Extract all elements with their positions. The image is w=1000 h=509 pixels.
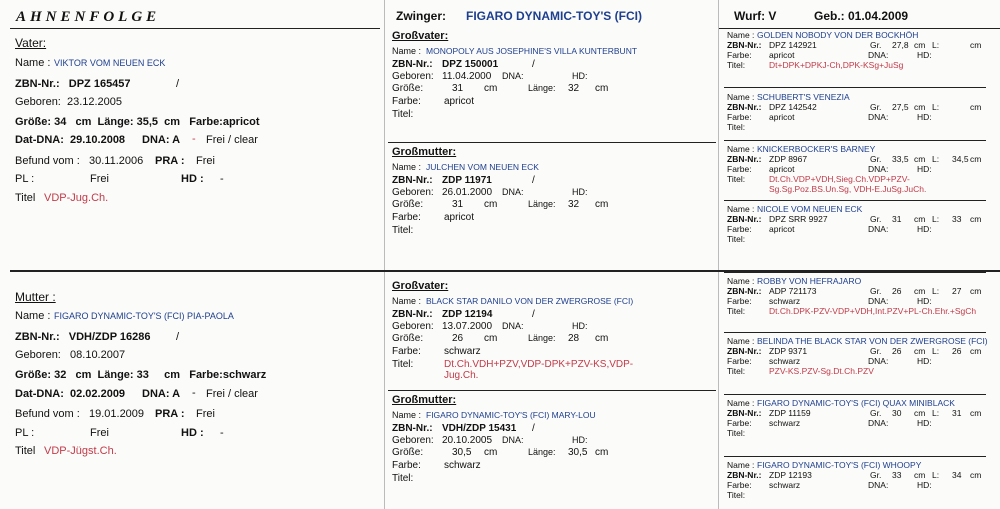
ugv-7-gr: 30 <box>892 408 902 418</box>
mutter-groesse: Größe: 32 cm Länge: 33 cm Farbe:schwarz <box>15 369 267 381</box>
gm2-name-label: Name : <box>392 410 422 420</box>
ugv-1-gr-label: Gr. <box>870 40 882 50</box>
gv2-hd-label: HD: <box>572 321 588 331</box>
ugv-7-l-label: L: <box>932 408 940 418</box>
ugv-7-l: 31 <box>952 408 962 418</box>
gv2-name: BLACK STAR DANILO VON DER ZWERGROSE (FCI) <box>426 296 634 306</box>
ugv-3-l-label: L: <box>932 154 940 164</box>
ugv-6-l-label: L: <box>932 346 940 356</box>
vater-pl: Frei <box>90 173 109 185</box>
gv1-gr: 31 <box>452 83 464 94</box>
ugv-1-l-label: L: <box>932 40 940 50</box>
wurf: Wurf: V <box>734 9 777 23</box>
gv1-name: MONOPOLY AUS JOSEPHINE'S VILLA KUNTERBUNT <box>426 46 638 56</box>
ugv-2-l-label: L: <box>932 102 940 112</box>
vater-groesse: Größe: 34 cm Länge: 35,5 cm Farbe:apricot <box>15 116 260 128</box>
gm1-zbn-slash: / <box>532 175 535 186</box>
ugv-7-titel-label: Titel: <box>727 428 746 438</box>
gv1-heading: Großvater: <box>392 30 449 42</box>
mutter-zbn: ZBN-Nr.: VDH/ZDP 16286 <box>15 331 151 343</box>
gm1-laenge-label: Länge: <box>528 199 556 209</box>
gm1-titel-label: Titel: <box>392 225 414 236</box>
ugv-3-gr-label: Gr. <box>870 154 882 164</box>
ugv-2-zbn-label: ZBN-Nr.: <box>727 102 762 112</box>
gv1-hd-label: HD: <box>572 71 588 81</box>
gm2-zbn-slash: / <box>532 423 535 434</box>
vater-zbn-slash: / <box>176 78 180 90</box>
gm1-farbe: apricot <box>444 212 475 223</box>
ugv-8-zbn-label: ZBN-Nr.: <box>727 470 762 480</box>
ugv-2-farbe: apricot <box>769 112 795 122</box>
ugv-2-zbn: DPZ 142542 <box>769 102 817 112</box>
ugv-7-gr-cm: cm <box>914 408 926 418</box>
gm1-laenge: 32 <box>568 199 580 210</box>
ugv-8-hd-label: HD: <box>917 480 932 490</box>
ugv-1-titel: Dt+DPK+DPKJ-Ch,DPK-KSg+JuSg <box>769 60 904 70</box>
ugv-1-gr: 27,8 <box>892 40 909 50</box>
gv1-zbn: DPZ 150001 <box>442 59 499 70</box>
ugv-4-dna-label: DNA: <box>868 224 889 234</box>
ugv-3-titel-label: Titel: <box>727 174 746 184</box>
gm2-groesse-label: Größe: <box>392 447 424 458</box>
ugv-3-l-cm: cm <box>970 154 982 164</box>
vater-name: VIKTOR VOM NEUEN ECK <box>54 58 166 68</box>
ugv-rule <box>724 200 986 201</box>
ugv-rule <box>724 332 986 333</box>
gm2-laenge-label: Länge: <box>528 447 556 457</box>
ugv-1-zbn: DPZ 142921 <box>769 40 817 50</box>
gv2-titel-2: Jug.Ch. <box>444 370 479 381</box>
ugv-8-name: FIGARO DYNAMIC-TOY'S (FCI) WHOOPY <box>757 460 922 470</box>
ugv-6-gr-label: Gr. <box>870 346 882 356</box>
gv2-name-label: Name : <box>392 296 422 306</box>
ugv-5-gr: 26 <box>892 286 902 296</box>
gv2-gr-cm: cm <box>484 333 498 344</box>
gv2-titel-label: Titel: <box>392 359 414 370</box>
mutter-name: FIGARO DYNAMIC-TOY'S (FCI) PIA-PAOLA <box>54 311 234 321</box>
ugv-4-gr-cm: cm <box>914 214 926 224</box>
mutter-befund: Befund vom : 19.01.2009 <box>15 408 145 420</box>
gv1-gm1-rule <box>388 142 716 143</box>
gv2-gr: 26 <box>452 333 464 344</box>
ugv-1-zbn-label: ZBN-Nr.: <box>727 40 762 50</box>
ugv-3-name-label: Name : <box>727 144 755 154</box>
ugv-4-farbe: apricot <box>769 224 795 234</box>
ugv-3-titel: Dt.Ch.VDP+VDH,Sieg.Ch.VDP+PZV- <box>769 174 910 184</box>
vater-titel-label: Titel <box>15 192 36 204</box>
gv2-geboren-label: Geboren: <box>392 321 434 332</box>
vater-pra: Frei <box>196 155 215 167</box>
gm2-gr-cm: cm <box>484 447 498 458</box>
ugv-5-zbn-label: ZBN-Nr.: <box>727 286 762 296</box>
ugv-rule <box>724 140 986 141</box>
ugv-5-zbn: ADP 721173 <box>769 286 817 296</box>
vater-hd-label: HD : <box>181 173 204 185</box>
vater-befund: Befund vom : 30.11.2006 <box>15 155 144 167</box>
ugv-2-name: SCHUBERT'S VENEZIA <box>757 92 850 102</box>
gm2-laenge: 30,5 <box>568 447 588 458</box>
ugv-4-name: NICOLE VOM NEUEN ECK <box>757 204 863 214</box>
vater-zbn: ZBN-Nr.: DPZ 165457 <box>15 78 131 90</box>
mutter-hd: - <box>220 427 224 439</box>
ugv-8-farbe-label: Farbe: <box>727 480 752 490</box>
ugv-5-l-cm: cm <box>970 286 982 296</box>
ugv-1-hd-label: HD: <box>917 50 932 60</box>
gv2-zbn-slash: / <box>532 309 535 320</box>
ugv-7-farbe: schwarz <box>769 418 801 428</box>
ugv-7-zbn: ZDP 11159 <box>769 408 811 418</box>
ugv-rule <box>724 394 986 395</box>
ugv-7-name-label: Name : <box>727 398 755 408</box>
ugv-4-l: 33 <box>952 214 962 224</box>
ugv-6-dna-label: DNA: <box>868 356 889 366</box>
gm1-laenge-cm: cm <box>595 199 609 210</box>
ugv-7-farbe-label: Farbe: <box>727 418 752 428</box>
ugv-7-gr-label: Gr. <box>870 408 882 418</box>
gv1-zbn-label: ZBN-Nr.: <box>392 59 433 70</box>
vater-dna-result: Frei / clear <box>206 134 258 146</box>
gm2-laenge-cm: cm <box>595 447 609 458</box>
gv2-zbn-label: ZBN-Nr.: <box>392 309 433 320</box>
gv2-laenge-label: Länge: <box>528 333 556 343</box>
ugv-1-name: GOLDEN NOBODY VON DER BOCKHÖH <box>757 30 919 40</box>
ugv-8-l-cm: cm <box>970 470 982 480</box>
ugv-6-gr: 26 <box>892 346 902 356</box>
ugv-1-name-label: Name : <box>727 30 755 40</box>
ugv-1-dna-label: DNA: <box>868 50 889 60</box>
gv1-laenge: 32 <box>568 83 580 94</box>
gm2-farbe-label: Farbe: <box>392 460 421 471</box>
gv2-heading: Großvater: <box>392 280 449 292</box>
ugv-3-l: 34,5 <box>952 154 969 164</box>
ugv-5-name-label: Name : <box>727 276 755 286</box>
mutter-heading: Mutter : <box>15 290 56 304</box>
ugv-6-farbe: schwarz <box>769 356 801 366</box>
gm1-dna-label: DNA: <box>502 187 524 197</box>
ugv-7-name: FIGARO DYNAMIC-TOY'S (FCI) QUAX MINIBLACK <box>757 398 955 408</box>
ugv-4-l-cm: cm <box>970 214 982 224</box>
gv1-gr-cm: cm <box>484 83 498 94</box>
ugv-1-farbe: apricot <box>769 50 795 60</box>
ugv-6-name-label: Name : <box>727 336 755 346</box>
mutter-datdna: Dat-DNA: 02.02.2009 <box>15 388 126 400</box>
ugv-5-name: ROBBY VON HEFRAJARO <box>757 276 862 286</box>
gm1-zbn-label: ZBN-Nr.: <box>392 175 433 186</box>
gv1-zbn-slash: / <box>532 59 535 70</box>
ugv-rule <box>724 456 986 457</box>
mutter-pra: Frei <box>196 408 215 420</box>
gv1-dna-label: DNA: <box>502 71 524 81</box>
ugv-8-farbe: schwarz <box>769 480 801 490</box>
gv2-gm2-rule <box>388 390 716 391</box>
mutter-dna-label: DNA: A <box>142 388 181 400</box>
ugv-6-l-cm: cm <box>970 346 982 356</box>
ugv-3-dna-label: DNA: <box>868 164 889 174</box>
gm2-geboren-label: Geboren: <box>392 435 434 446</box>
mutter-geboren: Geboren: 08.10.2007 <box>15 349 126 361</box>
ugv-2-farbe-label: Farbe: <box>727 112 752 122</box>
gv2-zbn: ZDP 12194 <box>442 309 493 320</box>
ugv-6-hd-label: HD: <box>917 356 932 366</box>
ugv-6-name: BELINDA THE BLACK STAR VON DER ZWERGROSE (FCI) <box>757 336 988 346</box>
ugv-5-gr-label: Gr. <box>870 286 882 296</box>
gv2-geboren: 13.07.2000 <box>442 321 493 332</box>
gv1-geboren-label: Geboren: <box>392 71 434 82</box>
vater-datdna: Dat-DNA: 29.10.2008 <box>15 134 126 146</box>
gm2-geboren: 20.10.2005 <box>442 435 493 446</box>
vater-pl-label: PL : <box>15 173 35 185</box>
ugv-8-l-label: L: <box>932 470 940 480</box>
gv1-groesse-label: Größe: <box>392 83 424 94</box>
ugv-4-hd-label: HD: <box>917 224 932 234</box>
divider-right <box>718 0 719 509</box>
ugv-5-titel: Dt.Ch.DPK-PZV-VDP+VDH,Int.PZV+PL-Ch.Ehr.+SgCh <box>769 306 977 316</box>
ugv-4-name-label: Name : <box>727 204 755 214</box>
gv2-laenge-cm: cm <box>595 333 609 344</box>
ugv-7-hd-label: HD: <box>917 418 932 428</box>
gv1-laenge-cm: cm <box>595 83 609 94</box>
ugv-3-farbe-label: Farbe: <box>727 164 752 174</box>
ugv-6-l: 26 <box>952 346 962 356</box>
gm1-geboren: 26.01.2000 <box>442 187 493 198</box>
ugv-8-dna-label: DNA: <box>868 480 889 490</box>
mutter-titel: VDP-Jügst.Ch. <box>44 445 117 457</box>
mutter-pl-label: PL : <box>15 427 35 439</box>
top-rule-right <box>718 28 1000 29</box>
ugv-5-gr-cm: cm <box>914 286 926 296</box>
mutter-pra-label: PRA : <box>155 408 185 420</box>
ugv-4-titel-label: Titel: <box>727 234 746 244</box>
ugv-3-name: KNICKERBOCKER'S BARNEY <box>757 144 876 154</box>
ugv-3-titel-2: Sg.Sg.Poz.BS.Un.Sg, VDH-E.JuSg.JuCh. <box>769 184 927 194</box>
ugv-8-gr: 33 <box>892 470 902 480</box>
zwinger-label: Zwinger: <box>396 9 446 23</box>
ugv-1-farbe-label: Farbe: <box>727 50 752 60</box>
ugv-6-gr-cm: cm <box>914 346 926 356</box>
mutter-hd-label: HD : <box>181 427 204 439</box>
gv2-farbe-label: Farbe: <box>392 346 421 357</box>
gm2-dna-label: DNA: <box>502 435 524 445</box>
ugv-5-hd-label: HD: <box>917 296 932 306</box>
vater-geboren: Geboren: 23.12.2005 <box>15 96 123 108</box>
mutter-dna-result: Frei / clear <box>206 388 258 400</box>
ugv-2-hd-label: HD: <box>917 112 932 122</box>
gm1-groesse-label: Größe: <box>392 199 424 210</box>
gm1-gr: 31 <box>452 199 464 210</box>
ugv-5-l-label: L: <box>932 286 940 296</box>
ugv-8-gr-label: Gr. <box>870 470 882 480</box>
geburt-datum: Geb.: 01.04.2009 <box>814 9 909 23</box>
ugv-5-titel-label: Titel: <box>727 306 746 316</box>
gm2-titel-label: Titel: <box>392 473 414 484</box>
page-title: AHNENFOLGE <box>16 9 161 25</box>
ugv-6-titel-label: Titel: <box>727 366 746 376</box>
ugv-4-zbn: DPZ SRR 9927 <box>769 214 828 224</box>
ugv-2-l-cm: cm <box>970 102 982 112</box>
vater-pra-label: PRA : <box>155 155 185 167</box>
gv1-titel-label: Titel: <box>392 109 414 120</box>
ugv-5-farbe-label: Farbe: <box>727 296 752 306</box>
ugv-4-farbe-label: Farbe: <box>727 224 752 234</box>
ugv-8-l: 34 <box>952 470 962 480</box>
gv2-groesse-label: Größe: <box>392 333 424 344</box>
gv1-laenge-label: Länge: <box>528 83 556 93</box>
vater-heading: Vater: <box>15 36 47 50</box>
gm2-zbn: VDH/ZDP 15431 <box>442 423 517 434</box>
ugv-4-gr: 31 <box>892 214 902 224</box>
vater-name-label: Name : <box>15 57 51 69</box>
ugv-2-gr: 27,5 <box>892 102 909 112</box>
ugv-1-gr-cm: cm <box>914 40 926 50</box>
vater-dna-label: DNA: A <box>142 134 181 146</box>
gm2-gr: 30,5 <box>452 447 472 458</box>
gm2-name: FIGARO DYNAMIC-TOY'S (FCI) MARY-LOU <box>426 410 596 420</box>
gm2-heading: Großmutter: <box>392 394 457 406</box>
gm1-hd-label: HD: <box>572 187 588 197</box>
ugv-3-hd-label: HD: <box>917 164 932 174</box>
ugv-8-titel-label: Titel: <box>727 490 746 500</box>
ugv-6-farbe-label: Farbe: <box>727 356 752 366</box>
mutter-titel-label: Titel <box>15 445 36 457</box>
ugv-3-farbe: apricot <box>769 164 795 174</box>
mutter-dna-dash: - <box>192 387 196 399</box>
ugv-4-zbn-label: ZBN-Nr.: <box>727 214 762 224</box>
vater-dna-dash: - <box>192 133 196 145</box>
gm1-gr-cm: cm <box>484 199 498 210</box>
ugv-1-titel-label: Titel: <box>727 60 746 70</box>
ugv-6-zbn-label: ZBN-Nr.: <box>727 346 762 356</box>
ugv-3-gr-cm: cm <box>914 154 926 164</box>
mutter-pl: Frei <box>90 427 109 439</box>
ugv-5-dna-label: DNA: <box>868 296 889 306</box>
divider-mid <box>384 0 385 509</box>
gm1-name: JULCHEN VOM NEUEN ECK <box>426 162 539 172</box>
gm2-farbe: schwarz <box>444 460 481 471</box>
gm2-hd-label: HD: <box>572 435 588 445</box>
gv1-farbe: apricot <box>444 96 475 107</box>
ugv-8-name-label: Name : <box>727 460 755 470</box>
gv1-geboren: 11.04.2000 <box>442 71 492 82</box>
ugv-6-zbn: ZDP 9371 <box>769 346 808 356</box>
ugv-2-name-label: Name : <box>727 92 755 102</box>
ugv-8-zbn: ZDP 12193 <box>769 470 812 480</box>
ugv-rule <box>724 87 986 88</box>
ugv-6-titel: PZV-KS.PZV-Sg.Dt.Ch.PZV <box>769 366 874 376</box>
gm1-zbn: ZDP 11971 <box>442 175 492 186</box>
ugv-5-l: 27 <box>952 286 962 296</box>
gm1-geboren-label: Geboren: <box>392 187 434 198</box>
ugv-8-gr-cm: cm <box>914 470 926 480</box>
ugv-2-titel-label: Titel: <box>727 122 746 132</box>
mutter-name-label: Name : <box>15 310 51 322</box>
ugv-2-gr-cm: cm <box>914 102 926 112</box>
ugv-3-gr: 33,5 <box>892 154 909 164</box>
ugv-2-gr-label: Gr. <box>870 102 882 112</box>
ugv-2-dna-label: DNA: <box>868 112 889 122</box>
gv1-name-label: Name : <box>392 46 422 56</box>
ugv-4-gr-label: Gr. <box>870 214 882 224</box>
gm1-name-label: Name : <box>392 162 422 172</box>
ugv-7-zbn-label: ZBN-Nr.: <box>727 408 762 418</box>
ugv-3-zbn: ZDP 8967 <box>769 154 808 164</box>
vater-hd: - <box>220 173 224 185</box>
gm1-heading: Großmutter: <box>392 146 457 158</box>
mutter-zbn-slash: / <box>176 331 180 343</box>
ugv-5-farbe: schwarz <box>769 296 801 306</box>
gm1-farbe-label: Farbe: <box>392 212 421 223</box>
gv2-farbe: schwarz <box>444 346 481 357</box>
ugv-7-dna-label: DNA: <box>868 418 889 428</box>
ugv-4-l-label: L: <box>932 214 940 224</box>
gv2-laenge: 28 <box>568 333 580 344</box>
gm2-zbn-label: ZBN-Nr.: <box>392 423 433 434</box>
ugv-7-l-cm: cm <box>970 408 982 418</box>
gv1-farbe-label: Farbe: <box>392 96 421 107</box>
gv2-titel: Dt.Ch.VDH+PZV,VDP-DPK+PZV-KS,VDP- <box>444 359 634 370</box>
ugv-3-zbn-label: ZBN-Nr.: <box>727 154 762 164</box>
ugv-rule <box>724 272 986 273</box>
vater-titel: VDP-Jug.Ch. <box>44 192 109 204</box>
top-rule <box>10 28 380 29</box>
zwinger-value: FIGARO DYNAMIC-TOY'S (FCI) <box>466 9 642 23</box>
ugv-1-l-cm: cm <box>970 40 982 50</box>
gv2-dna-label: DNA: <box>502 321 524 331</box>
